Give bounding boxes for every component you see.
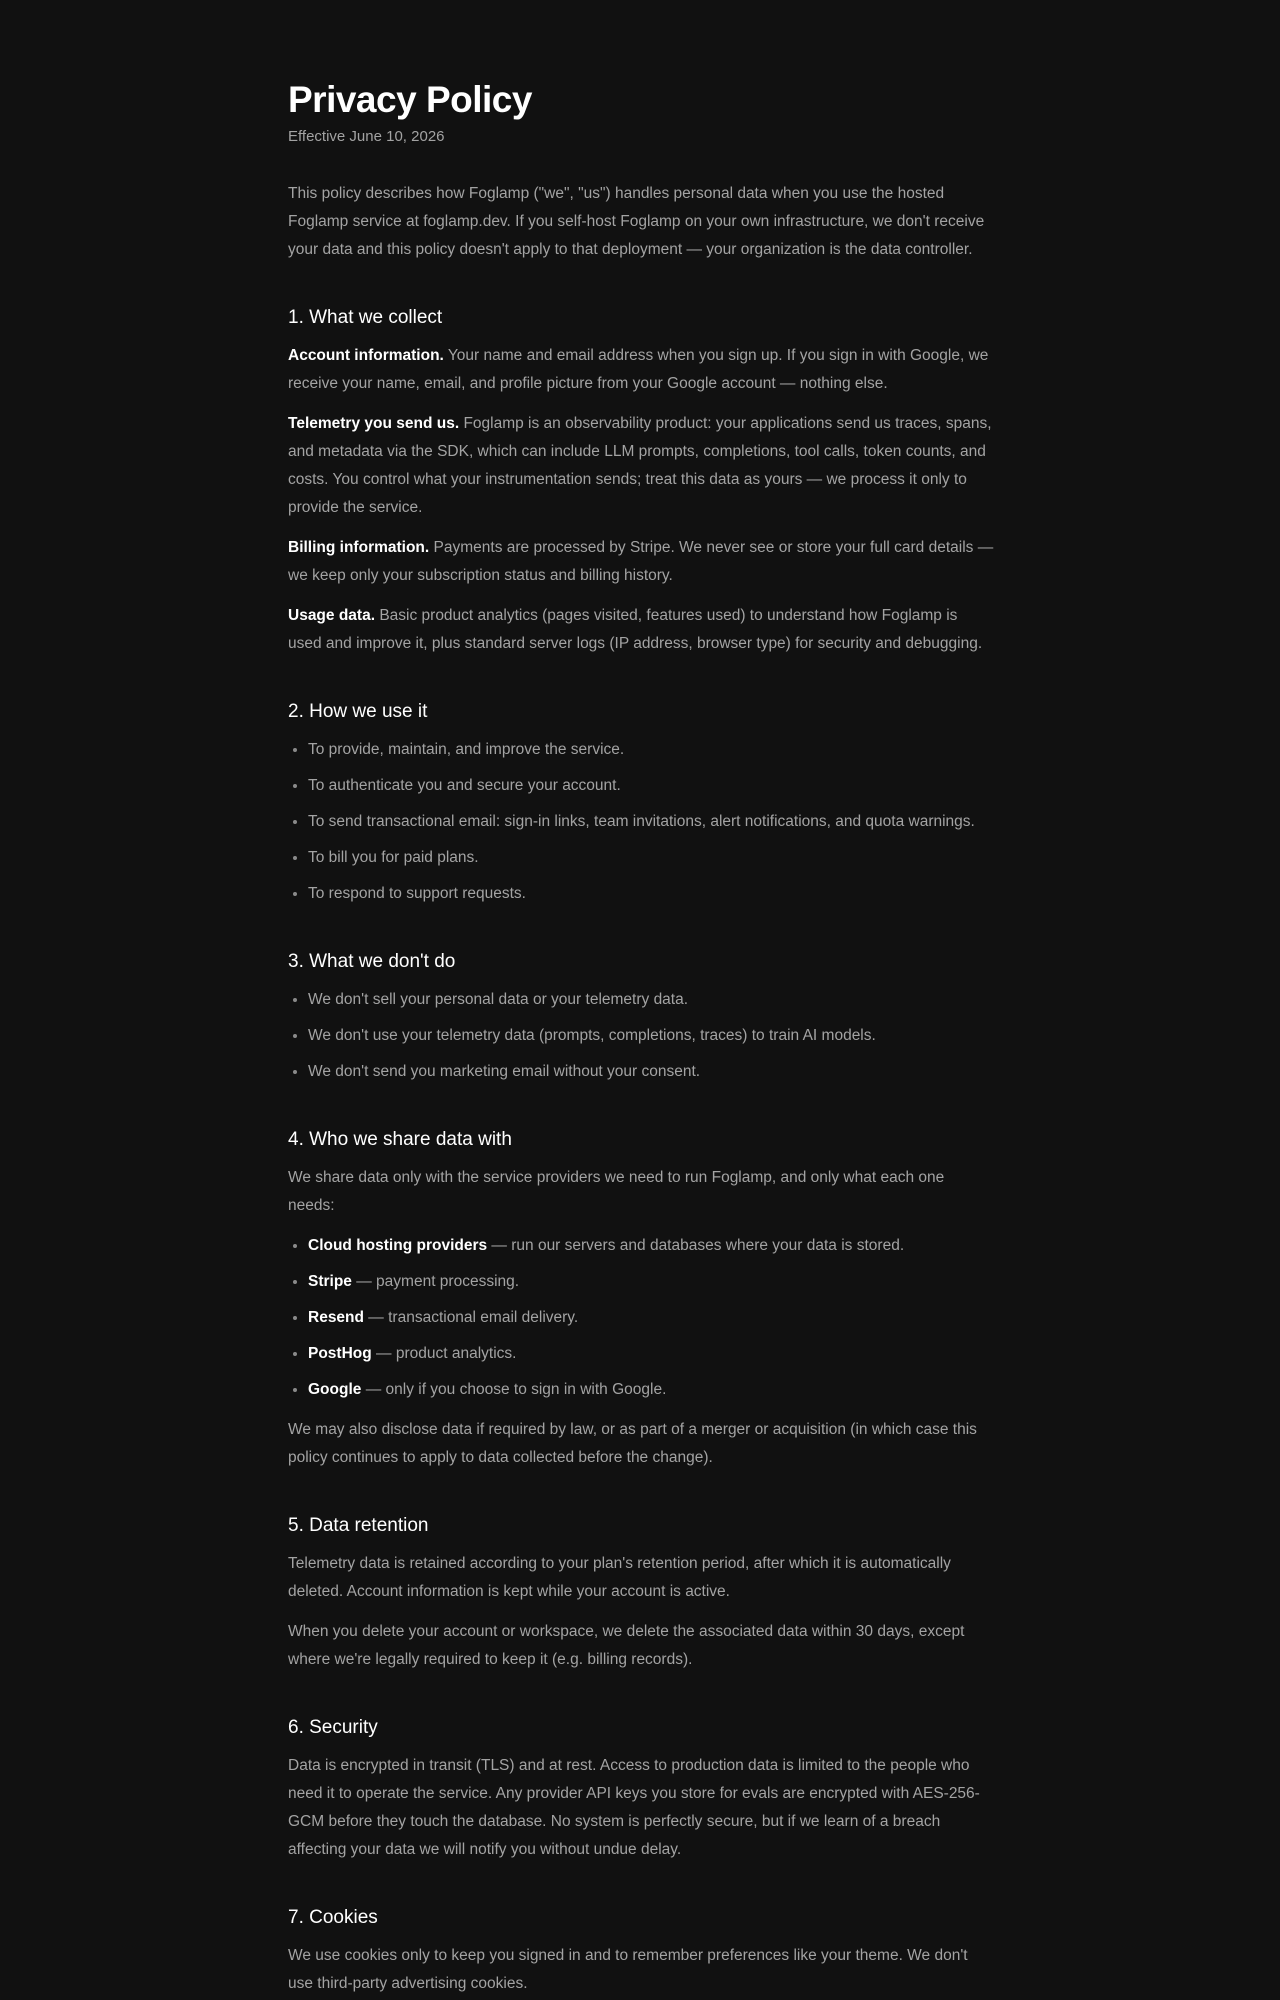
collect-text: Your name and email address when you sign up. If you sign in with Google, we receive your name, email, and profile picture from your Google account — nothing else. bbox=[288, 347, 989, 392]
list-item: • To bill you for paid plans. bbox=[308, 844, 994, 872]
provider-purpose: — run our servers and databases where your data is stored. bbox=[487, 1237, 905, 1254]
intro-paragraph: This policy describes how Foglamp ("we", "us") handles personal data when you use the hosted Foglamp service at foglamp.dev. If you self-host Foglamp on your own infrastructure, we don't receive your data and this policy doesn't apply to that deployment — your organization is the data controller. bbox=[288, 185, 985, 258]
collect-usage-paragraph bbox=[288, 602, 994, 658]
collect-text: Foglamp is an observability product: your applications send us traces, spans, and metadata via the SDK, which can include LLM prompts, completions, tool calls, token counts, and costs. You control what your instrumentation sends; treat this data as yours — we process it only to provide the service. bbox=[288, 415, 992, 516]
collect-text: Basic product analytics (pages visited, features used) to understand how Foglamp is used and improve it, plus standard server logs (IP address, browser type) for security and debugging. bbox=[288, 607, 983, 652]
collect-telemetry-paragraph bbox=[288, 410, 994, 522]
section-who-we-share-with bbox=[288, 1126, 994, 1472]
retention-paragraph: Telemetry data is retained according to your plan's retention period, after which it is automatically deleted. Account information is kept while your account is active. bbox=[288, 1555, 951, 1600]
provider-name: Google bbox=[308, 1381, 362, 1398]
section-what-we-dont-do bbox=[288, 948, 994, 1086]
list-item bbox=[308, 1340, 994, 1368]
collect-account-paragraph bbox=[288, 342, 994, 398]
retention-paragraph: When you delete your account or workspace, we delete the associated data within 30 days, except where we're legally required to keep it (e.g. billing records). bbox=[288, 1623, 965, 1668]
list-item: • To provide, maintain, and improve the service. bbox=[308, 736, 994, 764]
section-heading: 7. Cookies bbox=[288, 1907, 378, 1928]
list-item bbox=[308, 1304, 994, 1332]
section-heading: 1. What we collect bbox=[288, 307, 443, 328]
section-data-retention bbox=[288, 1512, 994, 1674]
list-item: • We don't use your telemetry data (prompts, completions, traces) to train AI models. bbox=[308, 1022, 994, 1050]
collect-billing-paragraph bbox=[288, 534, 994, 590]
dont-list bbox=[288, 986, 994, 1086]
list-item: • To send transactional email: sign-in links, team invitations, alert notifications, and quota warnings. bbox=[308, 808, 994, 836]
section-security bbox=[288, 1714, 994, 1864]
provider-name: Resend bbox=[308, 1309, 364, 1326]
effective-date: Effective June 10, 2026 bbox=[288, 128, 445, 145]
collect-label: Billing information. bbox=[288, 539, 430, 556]
provider-name: Stripe bbox=[308, 1273, 352, 1290]
provider-purpose: — transactional email delivery. bbox=[364, 1309, 579, 1326]
collect-label: Usage data. bbox=[288, 607, 376, 624]
section-what-we-collect bbox=[288, 304, 994, 658]
provider-name: PostHog bbox=[308, 1345, 372, 1362]
list-item bbox=[308, 1268, 994, 1296]
page-title: Privacy Policy bbox=[288, 79, 532, 120]
section-heading: 6. Security bbox=[288, 1717, 378, 1738]
collect-label: Account information. bbox=[288, 347, 444, 364]
cookies-paragraph: We use cookies only to keep you signed in and to remember preferences like your theme. We don't use third-party advertising cookies. bbox=[288, 1947, 968, 1992]
list-item: • To respond to support requests. bbox=[308, 880, 994, 908]
provider-purpose: — payment processing. bbox=[351, 1273, 520, 1290]
list-item: • We don't send you marketing email without your consent. bbox=[308, 1058, 994, 1086]
collect-text: Payments are processed by Stripe. We never see or store your full card details — we keep only your subscription status and billing history. bbox=[288, 539, 994, 584]
use-list bbox=[288, 736, 994, 908]
share-intro: We share data only with the service providers we need to run Foglamp, and only what each one needs: bbox=[288, 1169, 945, 1214]
section-heading: 3. What we don't do bbox=[288, 951, 456, 972]
section-how-we-use-it bbox=[288, 698, 994, 908]
provider-purpose: — product analytics. bbox=[371, 1345, 517, 1362]
section-heading: 2. How we use it bbox=[288, 701, 428, 722]
list-item: • To authenticate you and secure your account. bbox=[308, 772, 994, 800]
list-item bbox=[308, 1376, 994, 1404]
section-cookies bbox=[288, 1904, 994, 1998]
list-item bbox=[308, 1232, 994, 1260]
security-paragraph: Data is encrypted in transit (TLS) and at rest. Access to production data is limited to the people who need it to operate the service. Any provider API keys you store for evals are encrypted with AES-256-GCM before they touch the database. No system is perfectly secure, but if we learn of a breach affecting your data we will notify you without undue delay. bbox=[288, 1757, 980, 1858]
provider-name: Cloud hosting providers bbox=[308, 1237, 488, 1254]
policy-content bbox=[288, 76, 994, 2000]
list-item: • We don't sell your personal data or your telemetry data. bbox=[308, 986, 994, 1014]
collect-label: Telemetry you send us. bbox=[288, 415, 460, 432]
share-list bbox=[288, 1232, 994, 1404]
provider-purpose: — only if you choose to sign in with Google. bbox=[361, 1381, 667, 1398]
section-heading: 4. Who we share data with bbox=[288, 1129, 512, 1150]
section-heading: 5. Data retention bbox=[288, 1515, 429, 1536]
share-outro: We may also disclose data if required by law, or as part of a merger or acquisition (in which case this policy continues to apply to data collected before the change). bbox=[288, 1421, 977, 1466]
